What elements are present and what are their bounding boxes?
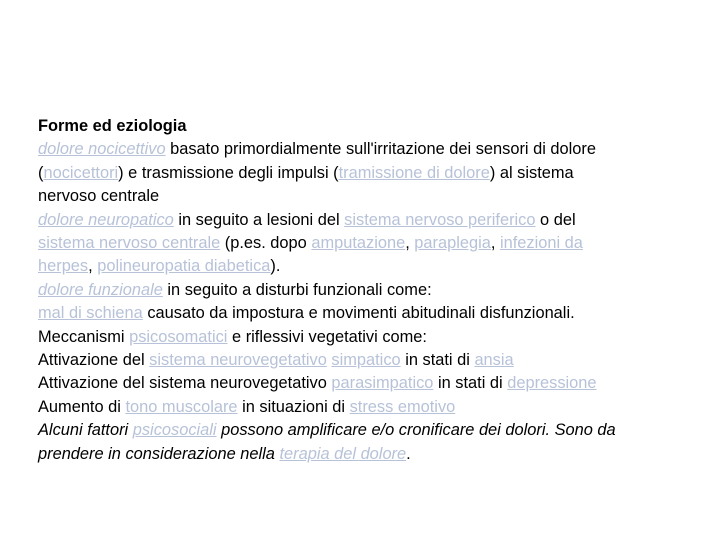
- hyperlink[interactable]: tono muscolare: [125, 397, 238, 416]
- text-run: ,: [88, 257, 98, 276]
- text-run: Attivazione del: [38, 351, 150, 370]
- text-run: o del: [535, 210, 576, 229]
- hyperlink[interactable]: dolore funzionale: [38, 280, 163, 299]
- text-run: Alcuni fattori: [38, 421, 133, 440]
- text-line: [38, 232, 698, 255]
- text-line: [38, 443, 698, 466]
- hyperlink[interactable]: nocicettori: [43, 163, 119, 182]
- text-run: Meccanismi: [38, 327, 130, 346]
- text-run: in situazioni di: [237, 397, 350, 416]
- text-run: possono amplificare e/o cronificare dei dolori. Sono da: [216, 421, 616, 440]
- hyperlink[interactable]: parasimpatico: [331, 374, 434, 393]
- text-line: [38, 396, 698, 419]
- hyperlink[interactable]: psicosociali: [132, 421, 217, 440]
- hyperlink[interactable]: mal di schiena: [38, 304, 143, 323]
- text-line: [38, 138, 698, 161]
- text-line: [38, 349, 698, 372]
- paragraph-lines: [38, 138, 698, 466]
- text-line: [38, 279, 698, 302]
- text-run: in seguito a disturbi funzionali come:: [162, 280, 432, 299]
- hyperlink[interactable]: amputazione: [311, 234, 406, 253]
- hyperlink[interactable]: psicosomatici: [129, 327, 228, 346]
- hyperlink[interactable]: sistema neurovegetativo: [149, 351, 327, 370]
- text-run: Attivazione del sistema neurovegetativo: [38, 374, 332, 393]
- hyperlink[interactable]: paraplegia: [414, 234, 491, 253]
- text-line: [38, 419, 698, 442]
- hyperlink[interactable]: herpes: [38, 257, 89, 276]
- hyperlink[interactable]: tramissione di dolore: [338, 163, 490, 182]
- text-run: (p.es. dopo: [220, 234, 312, 253]
- text-run: ,: [405, 234, 415, 253]
- slide-title: Forme ed eziologia: [38, 117, 187, 135]
- hyperlink[interactable]: infezioni da: [499, 234, 583, 253]
- text-run: ) e trasmissione degli impulsi (: [118, 163, 339, 182]
- text-line: [38, 185, 698, 208]
- hyperlink[interactable]: terapia del dolore: [279, 444, 407, 463]
- hyperlink[interactable]: ansia: [474, 351, 514, 370]
- text-line: [38, 302, 698, 325]
- hyperlink[interactable]: dolore neuropatico: [38, 210, 174, 229]
- text-line: [38, 162, 698, 185]
- hyperlink[interactable]: polineuropatia diabetica: [97, 257, 271, 276]
- hyperlink[interactable]: sistema nervoso centrale: [38, 234, 221, 253]
- text-run: in seguito a lesioni del: [173, 210, 345, 229]
- text-run: e riflessivi vegetativi come:: [227, 327, 427, 346]
- text-run: ) al sistema: [489, 163, 574, 182]
- text-run: (: [38, 163, 44, 182]
- text-run: ).: [270, 257, 281, 276]
- text-body: [38, 115, 698, 466]
- text-run: ,: [490, 234, 500, 253]
- hyperlink[interactable]: stress emotivo: [349, 397, 456, 416]
- text-line: [38, 209, 698, 232]
- text-run: .: [406, 444, 411, 463]
- hyperlink[interactable]: depressione: [507, 374, 597, 393]
- text-run: Aumento di: [38, 397, 126, 416]
- hyperlink[interactable]: simpatico: [331, 351, 401, 370]
- text-line: [38, 372, 698, 395]
- text-run: prendere in considerazione nella: [38, 444, 280, 463]
- text-run: causato da impostura e movimenti abitudinali disfunzionali.: [142, 304, 575, 323]
- text-run: basato primordialmente sull'irritazione dei sensori di dolore: [165, 140, 596, 159]
- hyperlink[interactable]: dolore nocicettivo: [38, 140, 166, 159]
- text-run: in stati di: [400, 351, 475, 370]
- hyperlink[interactable]: sistema nervoso periferico: [344, 210, 536, 229]
- text-line: [38, 326, 698, 349]
- text-run: in stati di: [433, 374, 508, 393]
- text-line: [38, 255, 698, 278]
- text-run: nervoso centrale: [38, 187, 160, 206]
